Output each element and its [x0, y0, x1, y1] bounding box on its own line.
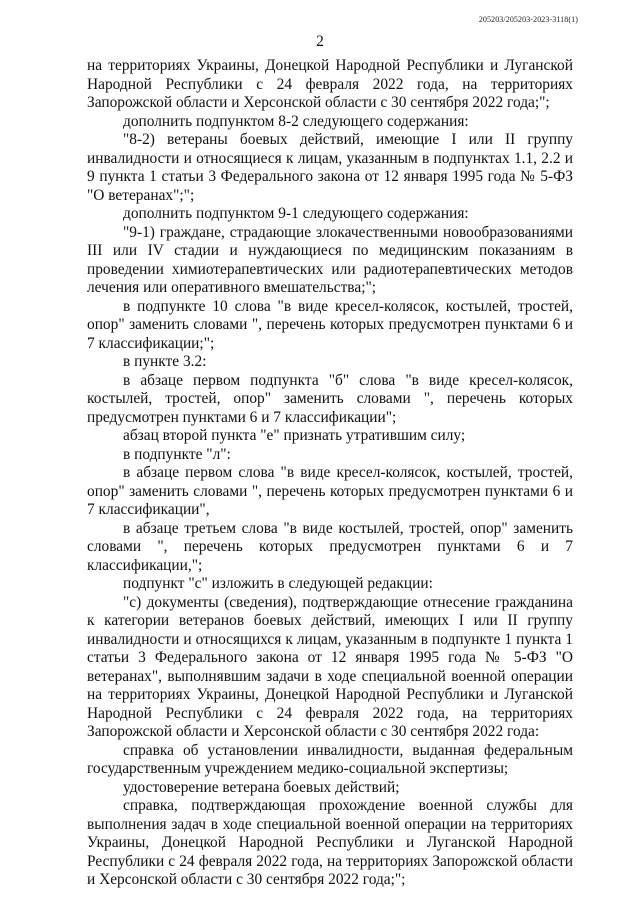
paragraph: в подпункте 10 слова "в виде кресел-колясок, костылей, тростей, опор" заменить словами ", перечень которых предусмотрен пунктами 6 и 7 классификации;"; [87, 297, 573, 352]
paragraph: удостоверение ветерана боевых действий; [123, 778, 400, 796]
document-id: 205203/205203-2023-3118(1) [478, 15, 578, 24]
paragraph: на территориях Украины, Донецкой Народной Республики и Луганской Народной Республики с 24 февраля 2022 года, на территориях Запорожской области и Херсонской области с 30 сентября 2022 года;"; [87, 57, 573, 111]
paragraph: в абзаце третьем слова "в виде костылей, тростей, опор" заменить словами ", перечень которых предусмотрен пунктами 6 и 7 классификации,"; [87, 519, 573, 574]
paragraph: справка, подтверждающая прохождение военной службы для выполнения задач в ходе специальной военной операции на территориях Украины, Донецкой Народной Республики и Луганской Народной Республики с 24 февраля 2022 года, на территориях Запорожской области и Херсонской области с 30 сентября 2022 года;"; [87, 797, 573, 888]
page-number: 2 [316, 33, 324, 50]
paragraph: абзац второй пункта "е" признать утратившим силу; [123, 427, 466, 444]
paragraph: в подпункте "л": [123, 445, 231, 463]
document-body [87, 57, 573, 890]
paragraph: подпункт "с" изложить в следующей редакции: [123, 575, 433, 592]
paragraph: "9-1) граждане, страдающие злокачественными новообразованиями III или IV стадии и нуждающиеся по медицинским показаниям в проведении химиотерапевтических или радиотерапевтических методов лечения или оперативного вмешательства;"; [87, 223, 573, 296]
paragraph: "с) документы (сведения), подтверждающие отнесение гражданина к категории ветеранов боевых действий, имеющих I или II группу инвалидности и относящихся к лицам, указанным в подпункте 1 пункта 1 статьи 3 Федерального закона от 12 января 1995 года № 5-ФЗ "О ветеранах", выполнявшим задачи в ходе специальной военной операции на территориях Украины, Донецкой Народной Республики и Луганской Народной Республики с 24 февраля 2022 года, на территориях Запорожской области и Херсонской области с 30 сентября 2022 года: [87, 593, 573, 740]
paragraph: "8-2) ветераны боевых действий, имеющие I или II группу инвалидности и относящиеся к лицам, указанным в подпунктах 1.1, 2.2 и 9 пункта 1 статьи 3 Федерального закона от 12 января 1995 года № 5-ФЗ "О ветеранах";"; [87, 131, 573, 204]
paragraph: справка об установлении инвалидности, выданная федеральным государственным учреждением медико-социальной экспертизы; [87, 741, 573, 777]
paragraph: в абзаце первом слова "в виде кресел-колясок, костылей, тростей, опор" заменить словами ", перечень которых предусмотрен пунктами 6 и 7 классификации", [87, 464, 573, 518]
paragraph: дополнить подпунктом 8-2 следующего содержания: [123, 112, 469, 130]
paragraph: дополнить подпунктом 9-1 следующего содержания: [123, 205, 469, 222]
paragraph: в абзаце первом подпункта "б" слова "в виде кресел-колясок, костылей, тростей, опор" заменить словами ", перечень которых предусмотрен пунктами 6 и 7 классификации"; [87, 371, 573, 426]
paragraph: в пункте 3.2: [123, 353, 207, 370]
